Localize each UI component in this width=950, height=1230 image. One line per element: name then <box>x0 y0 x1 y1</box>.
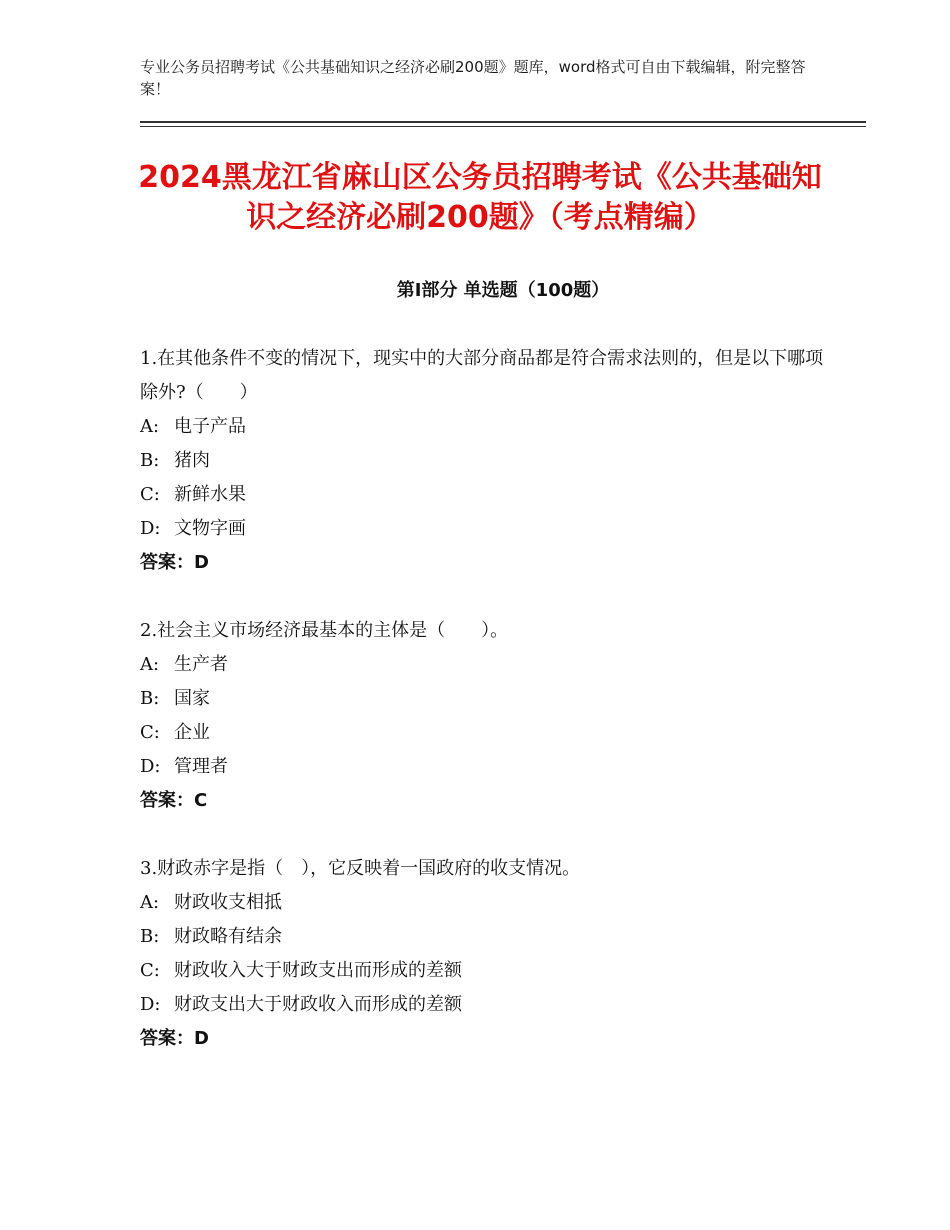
option-c <box>140 716 840 750</box>
option-a <box>140 410 840 444</box>
option-letter: D: <box>140 994 161 1015</box>
option-letter: B: <box>140 450 160 471</box>
option-c <box>140 954 840 988</box>
option-b <box>140 920 840 954</box>
option-text: 国家 <box>174 688 210 709</box>
option-a <box>140 648 840 682</box>
answer-line: 答案：D <box>140 1028 209 1049</box>
option-letter: B: <box>140 688 160 709</box>
option-text: 财政收支相抵 <box>174 892 282 913</box>
option-letter: A: <box>140 416 160 437</box>
document-title: 2024黑龙江省麻山区公务员招聘考试《公共基础知识之经济必刷200题》（考点精编） <box>138 160 822 235</box>
question-list <box>140 342 840 1090</box>
question-item <box>140 614 840 818</box>
header-note: 专业公务员招聘考试《公共基础知识之经济必刷200题》题库，word格式可自由下载编辑，附完整答案！ <box>140 58 806 98</box>
answer-line: 答案：C <box>140 790 208 811</box>
option-c <box>140 478 840 512</box>
option-letter: A: <box>140 654 160 675</box>
option-letter: D: <box>140 756 161 777</box>
question-text: 3.财政赤字是指（ ），它反映着一国政府的收支情况。 <box>140 858 581 879</box>
option-letter: C: <box>140 960 160 981</box>
option-letter: D: <box>140 518 161 539</box>
question-text: 1.在其他条件不变的情况下，现实中的大部分商品都是符合需求法则的，但是以下哪项除外?（ ） <box>140 348 824 403</box>
option-text: 生产者 <box>174 654 228 675</box>
option-text: 企业 <box>174 722 210 743</box>
option-text: 财政收入大于财政支出而形成的差额 <box>174 960 462 981</box>
answer-line: 答案：D <box>140 552 209 573</box>
option-text: 猪肉 <box>174 450 210 471</box>
header-divider-thick <box>140 121 866 123</box>
option-d <box>140 512 840 546</box>
option-letter: A: <box>140 892 160 913</box>
question-item <box>140 342 840 580</box>
option-text: 管理者 <box>174 756 228 777</box>
option-text: 文物字画 <box>174 518 246 539</box>
option-text: 新鲜水果 <box>174 484 246 505</box>
option-text: 财政略有结余 <box>174 926 282 947</box>
question-item <box>140 852 840 1056</box>
option-text: 电子产品 <box>174 416 246 437</box>
option-d <box>140 988 840 1022</box>
option-a <box>140 886 840 920</box>
option-b <box>140 444 840 478</box>
option-letter: C: <box>140 484 160 505</box>
question-text: 2.社会主义市场经济最基本的主体是（ ）。 <box>140 620 509 641</box>
section-heading: 第Ⅰ部分 单选题（100题） <box>396 280 610 301</box>
option-d <box>140 750 840 784</box>
option-letter: B: <box>140 926 160 947</box>
option-b <box>140 682 840 716</box>
header-divider-thin <box>140 126 866 127</box>
option-letter: C: <box>140 722 160 743</box>
option-text: 财政支出大于财政收入而形成的差额 <box>174 994 462 1015</box>
